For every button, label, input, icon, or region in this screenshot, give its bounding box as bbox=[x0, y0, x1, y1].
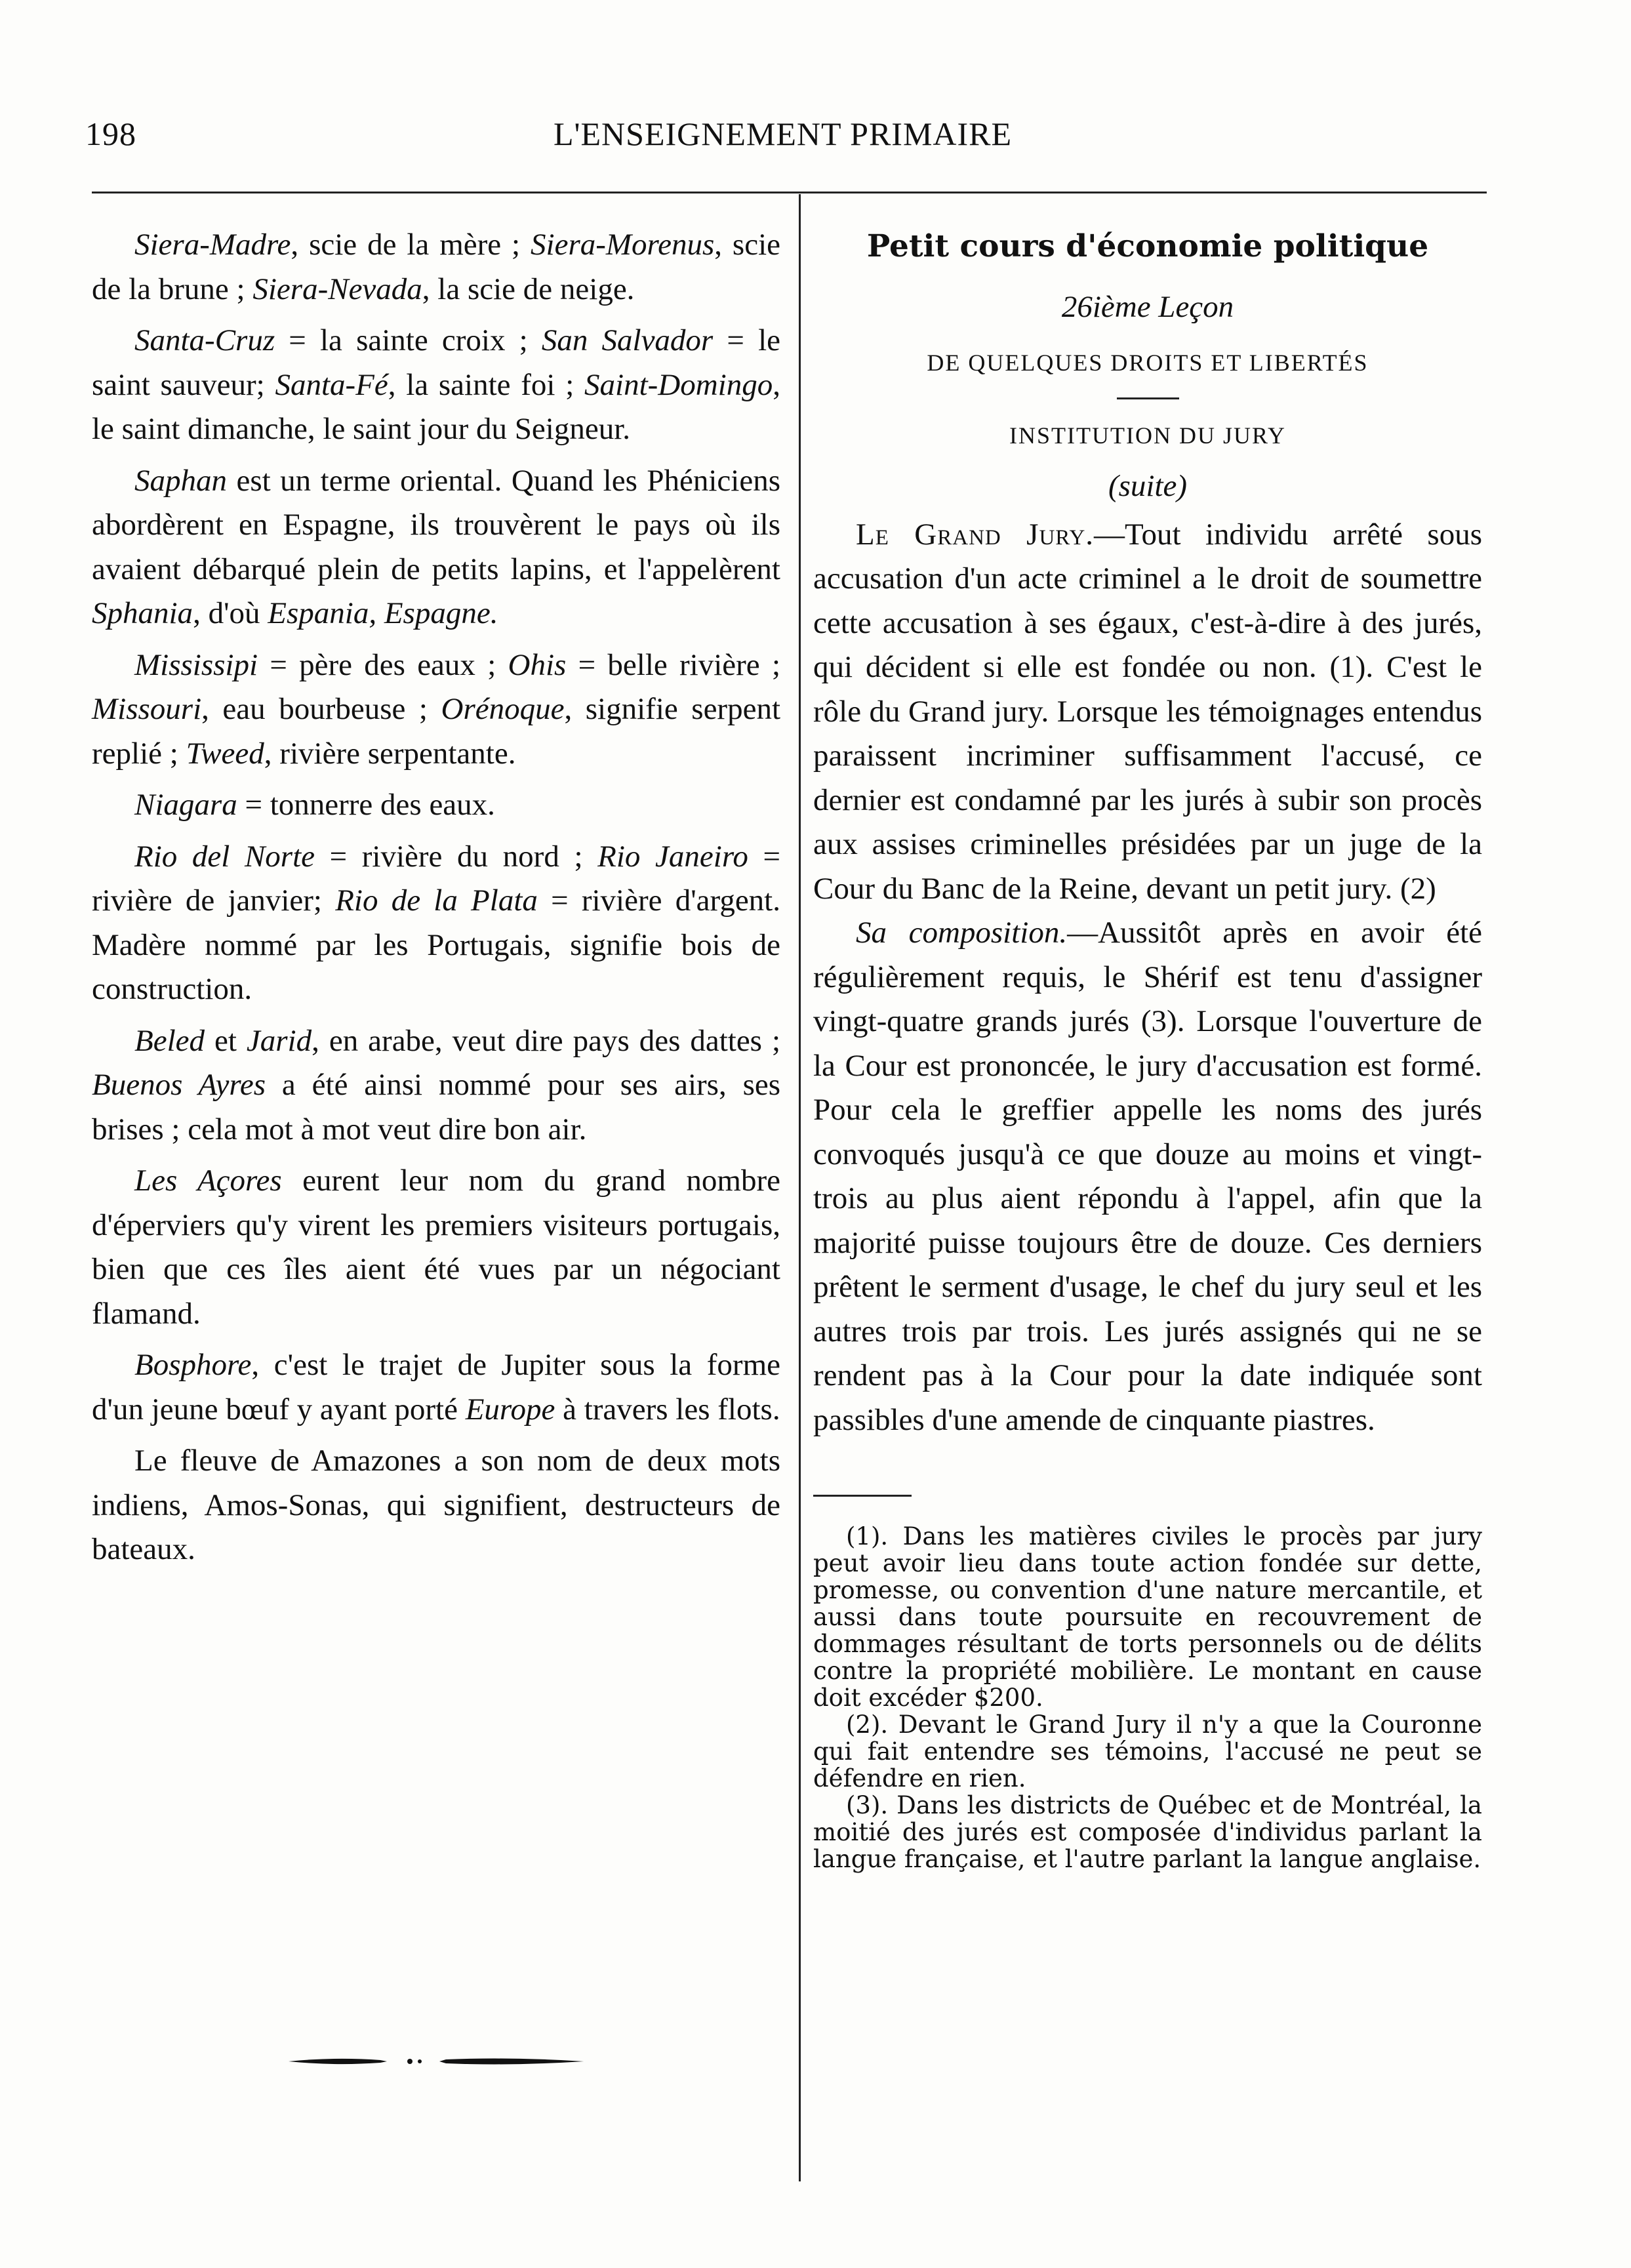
italic-term: Siera-Madre bbox=[134, 228, 291, 262]
paragraph-saphan bbox=[92, 459, 780, 636]
footnote-1: (1). Dans les matières civiles le procès par jury peut avoir lieu dans toute action fondée sur dette, promesse, ou convention d'une nature mercantile, et aussi dans toute poursuite en recouvrement de dommages résultant de torts personnels ou de délits contre la propriété mobilière. Le montant en cause doit excéder $200. bbox=[813, 1522, 1482, 1712]
paragraph-acores bbox=[92, 1159, 780, 1336]
text-run: = père des eaux ; bbox=[258, 647, 508, 682]
tailpiece-ornament bbox=[289, 2055, 584, 2068]
paragraph-sierra bbox=[92, 223, 780, 312]
italic-term: Orénoque bbox=[441, 692, 565, 726]
text-run: = le saint sauveur; bbox=[92, 323, 780, 402]
italic-term: Saphan bbox=[134, 463, 227, 498]
text-run: , c'est le trajet de Jupiter sous la forme d'un jeune bœuf y ayant porté bbox=[92, 1348, 780, 1427]
paragraph-beled bbox=[92, 1019, 780, 1152]
italic-term: Rio Janeiro bbox=[597, 839, 748, 874]
italic-term: Saint-Domingo bbox=[584, 367, 773, 402]
text-run: est un terme oriental. Quand les Phéniciens abordèrent en Espagne, ils trouvèrent le pays où ils avaient débarqué plein de petits lapins, et l'appelèrent bbox=[92, 463, 780, 586]
text-run: eurent leur nom du grand nombre d'éperviers qu'y virent les premiers visiteurs portugais, bien que ces îles aient été vues par un négociant flamand. bbox=[92, 1164, 780, 1331]
italic-term: Beled bbox=[134, 1023, 205, 1058]
italic-term: Santa-Cruz bbox=[134, 323, 275, 357]
short-rule bbox=[1117, 397, 1179, 399]
subhead-jury: INSTITUTION DU JURY bbox=[1009, 422, 1286, 449]
italic-term: Rio del Norte bbox=[134, 839, 315, 874]
italic-term: Niagara bbox=[134, 788, 237, 822]
text-run: , scie de la brune ; bbox=[92, 228, 780, 306]
section-title: Petit cours d'économie politique bbox=[866, 228, 1429, 264]
text-run: = rivière d'argent. Madère nommé par les Portugais, signifie bois de construction. bbox=[92, 883, 780, 1006]
italic-term: Buenos Ayres bbox=[92, 1068, 266, 1102]
page-number: 198 bbox=[85, 115, 136, 152]
text-run: , le saint dimanche, le saint jour du Seigneur. bbox=[92, 367, 780, 446]
italic-term: Santa-Fé bbox=[275, 367, 388, 402]
text-run: , la scie de neige. bbox=[422, 272, 635, 306]
paragraph-bosphore bbox=[92, 1343, 780, 1432]
right-column bbox=[813, 223, 1482, 1873]
footnote-3: (3). Dans les districts de Québec et de Montréal, la moitié des jurés est composée d'individus parlant la langue française, et l'autre parlant la langue anglaise. bbox=[813, 1791, 1482, 1873]
text-run: , signifie serpent replié ; bbox=[92, 692, 780, 771]
text-run: Le fleuve de Amazones a son nom de deux mots indiens, Amos-Sonas, qui signifient, destructeurs de bateaux. bbox=[92, 1444, 780, 1566]
footnote-rule bbox=[813, 1495, 912, 1497]
paragraph-rio bbox=[92, 835, 780, 1012]
grand-jury-lead: Le Grand Jury. bbox=[856, 517, 1095, 552]
italic-term: Ohis bbox=[508, 647, 567, 682]
italic-term: Les Açores bbox=[134, 1164, 282, 1198]
running-head bbox=[85, 115, 1480, 161]
italic-term: Mississipi bbox=[134, 647, 258, 682]
italic-term: Missouri bbox=[92, 692, 202, 726]
italic-term: San Salvador bbox=[541, 323, 714, 357]
grand-jury-text: —Tout individu arrêté sous accusation d'un acte criminel a le droit de soumettre cette accusation à ses égaux, c'est-à-dire à des jurés, qui décident si elle est fondée ou non. (1). C'est le rôle du Grand jury. Lorsque les témoignages entendus paraissent incriminer suffisamment l'accusé, ce dernier est condamné par les jurés à subir son procès aux assises criminelles présidées par un juge de la Cour du Banc de la Reine, devant un petit jury. (2) bbox=[813, 517, 1482, 906]
italic-term: Sphania bbox=[92, 596, 193, 630]
footnote-2: (2). Devant le Grand Jury il n'y a que la Couronne qui fait entendre ses témoins, l'accusé ne peut se défendre en rien. bbox=[813, 1711, 1482, 1792]
subhead-rights: DE QUELQUES DROITS ET LIBERTÉS bbox=[927, 350, 1369, 376]
italic-term: Jarid bbox=[246, 1023, 312, 1058]
text-run: , eau bourbeuse ; bbox=[201, 692, 441, 726]
text-run: a été ainsi nommé pour ses airs, ses brises ; cela mot à mot veut dire bon air. bbox=[92, 1068, 781, 1146]
text-run: et bbox=[205, 1023, 247, 1058]
text-run: , la sainte foi ; bbox=[388, 367, 585, 402]
paragraph-mississipi bbox=[92, 643, 780, 777]
italic-term: Rio de la Plata bbox=[335, 883, 538, 918]
paragraph-niagara bbox=[92, 783, 780, 828]
italic-term: Bosphore bbox=[134, 1348, 252, 1382]
text-run: = belle rivière ; bbox=[566, 647, 781, 682]
paragraph-grand-jury bbox=[813, 513, 1482, 912]
running-title: L'ENSEIGNEMENT PRIMAIRE bbox=[553, 115, 1013, 152]
text-run: , rivière serpentante. bbox=[264, 736, 516, 771]
text-run: = la sainte croix ; bbox=[275, 323, 542, 357]
composition-text: —Aussitôt après en avoir été régulièrement requis, le Shérif est tenu d'assigner vingt-quatre grands jurés (3). Lorsque l'ouverture de la Cour est prononcée, le jury d'accusation est formé. Pour cela le greffier appelle les noms des jurés convoqués jusqu'à ce que douze au moins et vingt-trois au plus aient répondu à l'appel, afin que la majorité puisse toujours être de douze. Ces derniers prêtent le serment d'usage, le chef du jury seul et les autres trois par trois. Les jurés assignés qui ne se rendent pas à la Cour pour la date indiquée sont passibles d'une amende de cinquante piastres. bbox=[813, 916, 1482, 1437]
text-run: = rivière du nord ; bbox=[315, 839, 598, 874]
text-run: = rivière de janvier; bbox=[92, 839, 781, 918]
italic-term: Siera-Morenus bbox=[531, 228, 715, 262]
header-rule bbox=[92, 192, 1487, 193]
composition-lead: Sa composition. bbox=[856, 916, 1068, 950]
italic-term: Europe bbox=[465, 1392, 555, 1427]
text-run: , scie de la mère ; bbox=[291, 228, 531, 262]
left-column bbox=[92, 223, 780, 1579]
italic-term: Tweed bbox=[186, 736, 264, 771]
column-divider bbox=[799, 194, 801, 2181]
italic-term: Espania, Espagne. bbox=[268, 596, 498, 630]
text-run: , d'où bbox=[193, 596, 268, 630]
italic-term: Siera-Nevada bbox=[252, 272, 422, 306]
text-run: , en arabe, veut dire pays des dattes ; bbox=[312, 1023, 781, 1058]
paragraph-santa-cruz bbox=[92, 319, 780, 452]
suite-label: (suite) bbox=[1108, 469, 1188, 503]
text-run: à travers les flots. bbox=[555, 1392, 780, 1427]
paragraph-composition bbox=[813, 911, 1482, 1442]
lesson-title: 26ième Leçon bbox=[1061, 289, 1234, 324]
text-run: = tonnerre des eaux. bbox=[237, 788, 495, 822]
paragraph-amazones bbox=[92, 1439, 780, 1572]
